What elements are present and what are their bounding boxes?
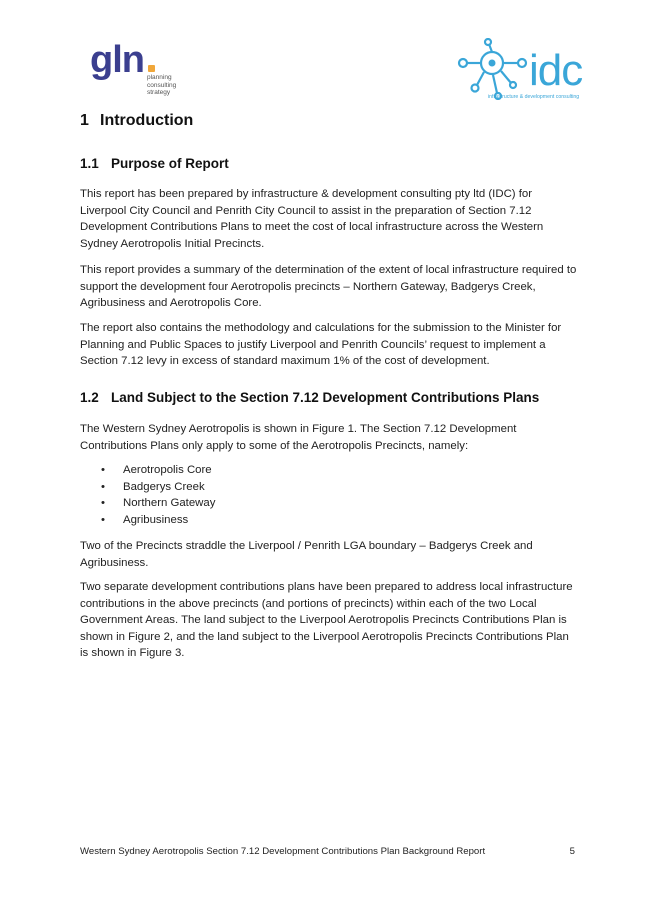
list-item: • Badgerys Creek — [80, 479, 215, 496]
paragraph: The report also contains the methodology and calculations for the submission to the Minister for Planning and Public Spaces to justify Liverpool and Penrith Councils’ request to implement a Section 7.12 levy in excess of standard maximum 1% of the cost of development. — [80, 322, 562, 367]
heading-number: 1.2 — [80, 390, 99, 405]
list-item: • Northern Gateway — [80, 495, 215, 512]
heading-land-subject — [80, 390, 539, 405]
precinct-list — [80, 462, 215, 528]
list-item: • Agribusiness — [80, 512, 215, 529]
heading-title: Land Subject to the Section 7.12 Development Contributions Plans — [111, 390, 540, 405]
heading-title: Introduction — [100, 112, 194, 129]
paragraph: This report provides a summary of the determination of the extent of local infrastructure required to support the development four Aerotropolis precincts – Northern Gateway, Badgerys Creek, Agribusiness and Aerotropolis Core. — [80, 264, 577, 309]
paragraph: Two separate development contributions plans have been prepared to address local infrastructure contributions in the above precincts (and portions of precincts) within each of the two Local Government Areas. The land subject to the Liverpool Aerotropolis Precincts Contributions Plan is shown in Figure 2, and the land subject to the Liverpool Aerotropolis Precincts Contributions Plan is shown in Figure 3. — [80, 581, 573, 659]
page-number: 5 — [569, 846, 575, 857]
paragraph: The Western Sydney Aerotropolis is shown in Figure 1. The Section 7.12 Development Contributions Plans only apply to some of the Aerotropolis Precincts, namely: — [80, 423, 517, 452]
heading-title: Purpose of Report — [111, 156, 229, 171]
page-footer — [80, 846, 575, 857]
idc-logo — [456, 38, 583, 104]
heading-number: 1.1 — [80, 156, 99, 171]
idc-logo-tagline: infrastructure & development consulting — [488, 94, 580, 100]
paragraph: This report has been prepared by infrastructure & development consulting pty ltd (IDC) for Liverpool City Council and Penrith City Council to assist in the preparation of Section 7.12 Development Contributions Plans to meet the cost of local infrastructure across the Western Sydney Aerotropolis Initial Precincts. — [80, 188, 544, 250]
footer-title: Western Sydney Aerotropolis Section 7.12 Development Contributions Plan Background Report — [80, 846, 486, 857]
idc-logo-word: idc — [529, 46, 583, 95]
gln-sub-line: consulting — [147, 81, 177, 89]
gln-logo-word: gln — [90, 39, 144, 81]
gln-logo-subtitle — [147, 74, 207, 97]
gln-logo-dot — [148, 65, 155, 72]
gln-sub-line: strategy — [147, 89, 171, 96]
list-item: • Aerotropolis Core — [80, 462, 215, 479]
heading-purpose-of-report — [80, 156, 229, 171]
paragraph: Two of the Precincts straddle the Liverpool / Penrith LGA boundary – Badgerys Creek and Agribusiness. — [80, 540, 533, 569]
gln-logo — [90, 40, 190, 102]
gln-sub-line: planning — [147, 74, 172, 81]
heading-introduction — [80, 112, 193, 130]
idc-network-icon — [456, 38, 536, 100]
heading-number: 1 — [80, 112, 89, 129]
